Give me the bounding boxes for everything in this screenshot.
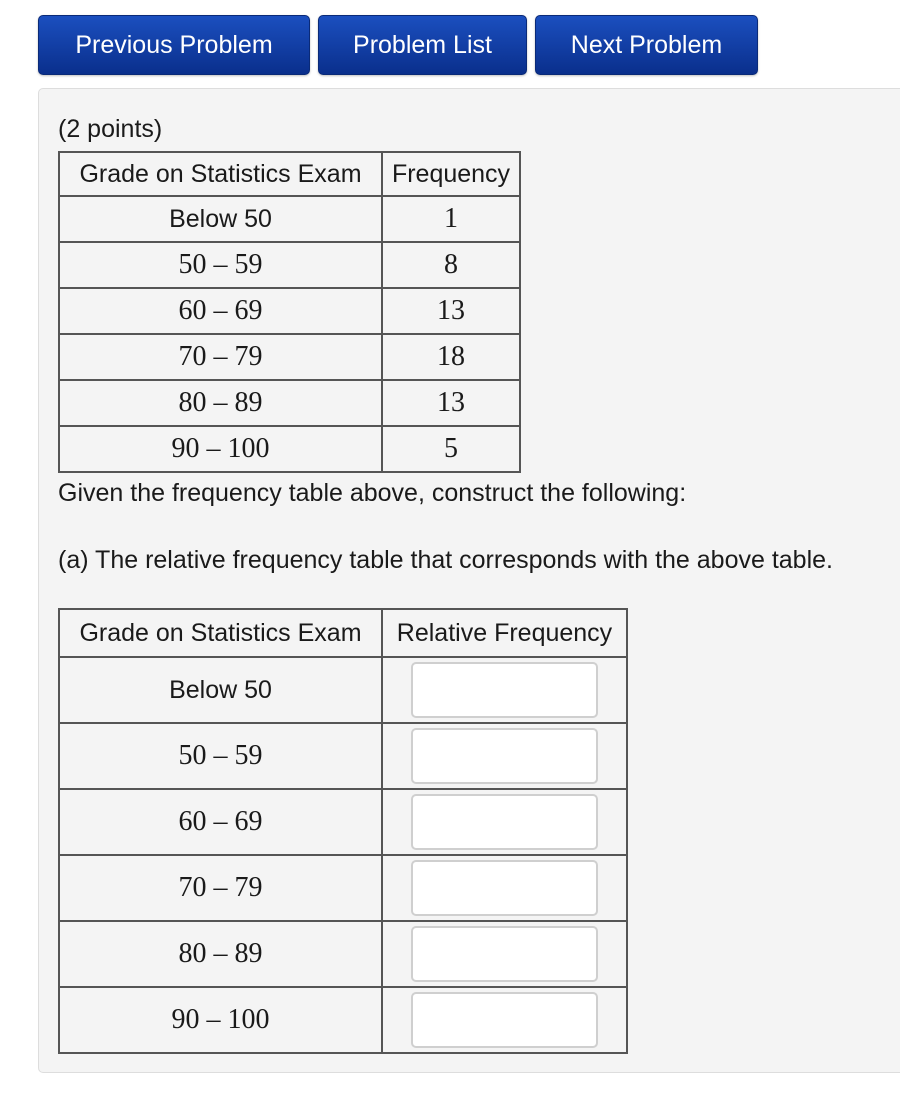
instructions-text: Given the frequency table above, construct the following: [58, 479, 687, 507]
grade-column-header: Grade on Statistics Exam [59, 609, 382, 657]
frequency-cell: 5 [382, 426, 520, 472]
table-row [59, 657, 627, 723]
frequency-cell: 13 [382, 288, 520, 334]
frequency-cell: 18 [382, 334, 520, 380]
relative-frequency-column-header: Relative Frequency [382, 609, 627, 657]
table-row [59, 288, 520, 334]
part-a-prompt: (a) The relative frequency table that corresponds with the above table. [58, 546, 833, 574]
table-row [59, 380, 520, 426]
grade-cell: 50 – 59 [59, 242, 382, 288]
answer-cell [382, 921, 627, 987]
table-row [59, 196, 520, 242]
grade-cell: 90 – 100 [59, 987, 382, 1053]
frequency-table [58, 151, 521, 473]
grade-cell: Below 50 [59, 657, 382, 723]
relative-frequency-input-80-89[interactable] [411, 926, 598, 982]
frequency-column-header: Frequency [382, 152, 520, 196]
relative-frequency-table [58, 608, 628, 1054]
table-row [59, 426, 520, 472]
answer-cell [382, 855, 627, 921]
grade-cell: 90 – 100 [59, 426, 382, 472]
frequency-cell: 8 [382, 242, 520, 288]
table-row [59, 723, 627, 789]
answer-cell [382, 723, 627, 789]
frequency-cell: 13 [382, 380, 520, 426]
relative-frequency-input-50-59[interactable] [411, 728, 598, 784]
table-row [59, 921, 627, 987]
table-row [59, 789, 627, 855]
grade-cell: 80 – 89 [59, 921, 382, 987]
table-row [59, 987, 627, 1053]
grade-cell: 60 – 69 [59, 789, 382, 855]
grade-column-header: Grade on Statistics Exam [59, 152, 382, 196]
next-problem-button[interactable]: Next Problem [535, 15, 758, 75]
grade-cell: 70 – 79 [59, 334, 382, 380]
relative-frequency-input-70-79[interactable] [411, 860, 598, 916]
problem-points: (2 points) [58, 115, 163, 143]
grade-cell: 50 – 59 [59, 723, 382, 789]
problem-list-button[interactable]: Problem List [318, 15, 527, 75]
table-header-row [59, 152, 520, 196]
table-row [59, 334, 520, 380]
grade-cell: 60 – 69 [59, 288, 382, 334]
answer-cell [382, 657, 627, 723]
frequency-cell: 1 [382, 196, 520, 242]
relative-frequency-input-below-50[interactable] [411, 662, 598, 718]
table-row [59, 855, 627, 921]
table-header-row [59, 609, 627, 657]
grade-cell: 80 – 89 [59, 380, 382, 426]
grade-cell: Below 50 [59, 196, 382, 242]
previous-problem-button[interactable]: Previous Problem [38, 15, 310, 75]
answer-cell [382, 987, 627, 1053]
relative-frequency-input-60-69[interactable] [411, 794, 598, 850]
relative-frequency-input-90-100[interactable] [411, 992, 598, 1048]
table-row [59, 242, 520, 288]
answer-cell [382, 789, 627, 855]
grade-cell: 70 – 79 [59, 855, 382, 921]
